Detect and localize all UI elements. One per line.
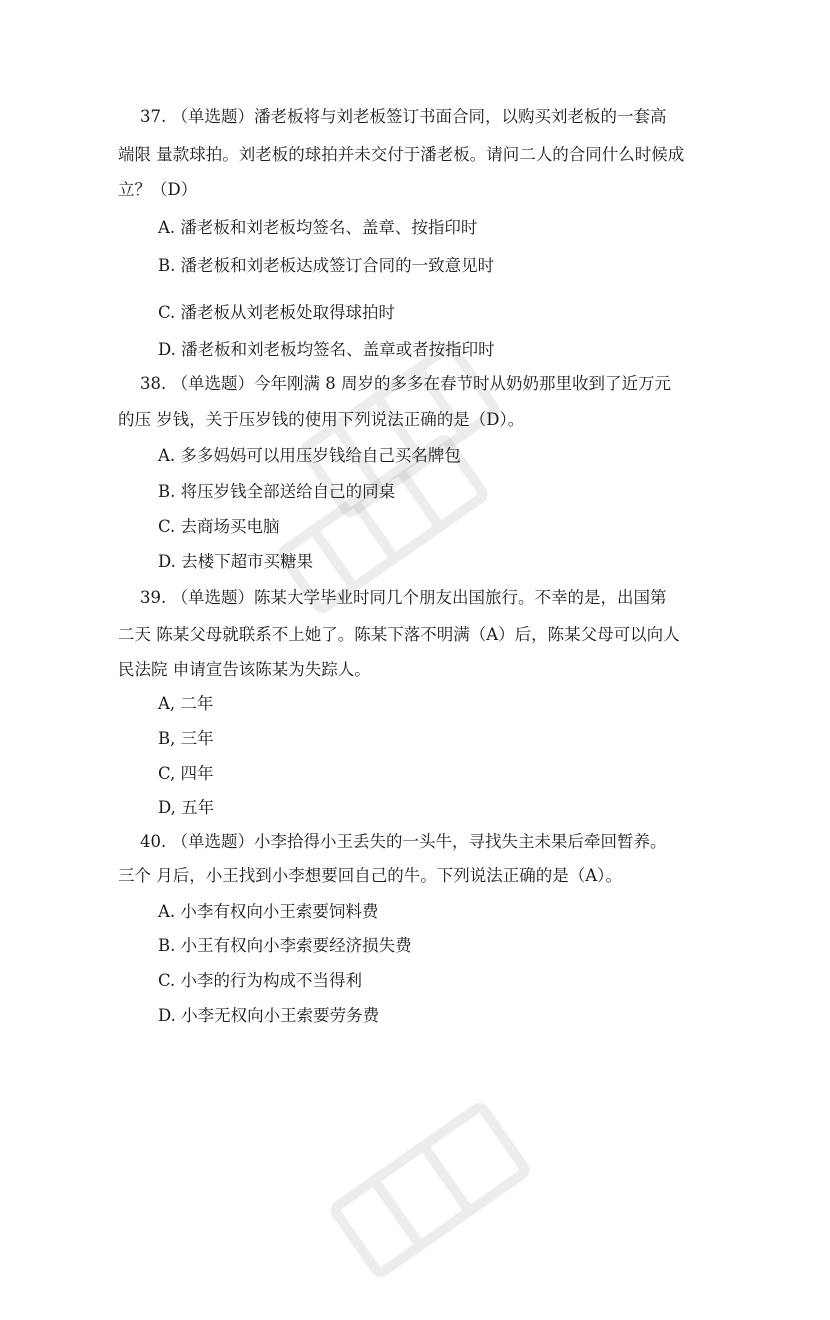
question-39-option-a: A, 二年 — [158, 694, 214, 713]
question-40-text: 三个 月后，小王找到小李想要回自己的牛。下列说法正确的是（A）。 — [118, 866, 622, 885]
question-39-text: 二天 陈某父母就联系不上她了。陈某下落不明满（A）后，陈某父母可以向人 — [118, 625, 680, 644]
question-37-text: 端限 量款球拍。刘老板的球拍并未交付于潘老板。请问二人的合同什么时候成 — [118, 145, 685, 164]
question-38-option-c: C. 去商场买电脑 — [158, 517, 280, 536]
question-39-text: 民法院 申请宣告该陈某为失踪人。 — [118, 660, 371, 679]
question-39-option-b: B, 三年 — [158, 729, 214, 748]
question-38-option-d: D. 去楼下超市买糖果 — [158, 552, 314, 571]
question-40-option-a: A. 小李有权向小王索要饲料费 — [158, 902, 379, 921]
question-38-text: 的压 岁钱，关于压岁钱的使用下列说法正确的是（D）。 — [118, 410, 525, 429]
question-37-text: 立？（D） — [118, 180, 198, 199]
question-40-option-c: C. 小李的行为构成不当得利 — [158, 971, 363, 990]
watermark-logo — [300, 1060, 560, 1320]
question-39-option-c: C, 四年 — [158, 764, 214, 783]
question-39-option-d: D, 五年 — [158, 798, 215, 817]
question-38-option-b: B. 将压岁钱全部送给自己的同桌 — [158, 482, 396, 501]
question-37-option-d: D. 潘老板和刘老板均签名、盖章或者按指印时 — [158, 340, 495, 359]
question-38-text: 38. （单选题）今年刚满 8 周岁的多多在春节时从奶奶那里收到了近万元 — [140, 374, 671, 393]
watermark-logo — [270, 300, 530, 560]
question-39-text: 39. （单选题）陈某大学毕业时同几个朋友出国旅行。不幸的是，出国第 — [140, 588, 667, 607]
question-40-option-b: B. 小王有权向小李索要经济损失费 — [158, 936, 412, 955]
question-37-option-c: C. 潘老板从刘老板处取得球拍时 — [158, 303, 396, 322]
question-37-option-a: A. 潘老板和刘老板均签名、盖章、按指印时 — [158, 218, 478, 237]
question-40-text: 40. （单选题）小李拾得小王丢失的一头牛，寻找失主未果后牵回暂养。 — [140, 832, 667, 851]
question-40-option-d: D. 小李无权向小王索要劳务费 — [158, 1006, 380, 1025]
question-38-option-a: A. 多多妈妈可以用压岁钱给自己买名牌包 — [158, 446, 461, 465]
question-37-text: 37. （单选题）潘老板将与刘老板签订书面合同，以购买刘老板的一套高 — [140, 107, 667, 126]
question-37-option-b: B. 潘老板和刘老板达成签订合同的一致意见时 — [158, 256, 495, 275]
